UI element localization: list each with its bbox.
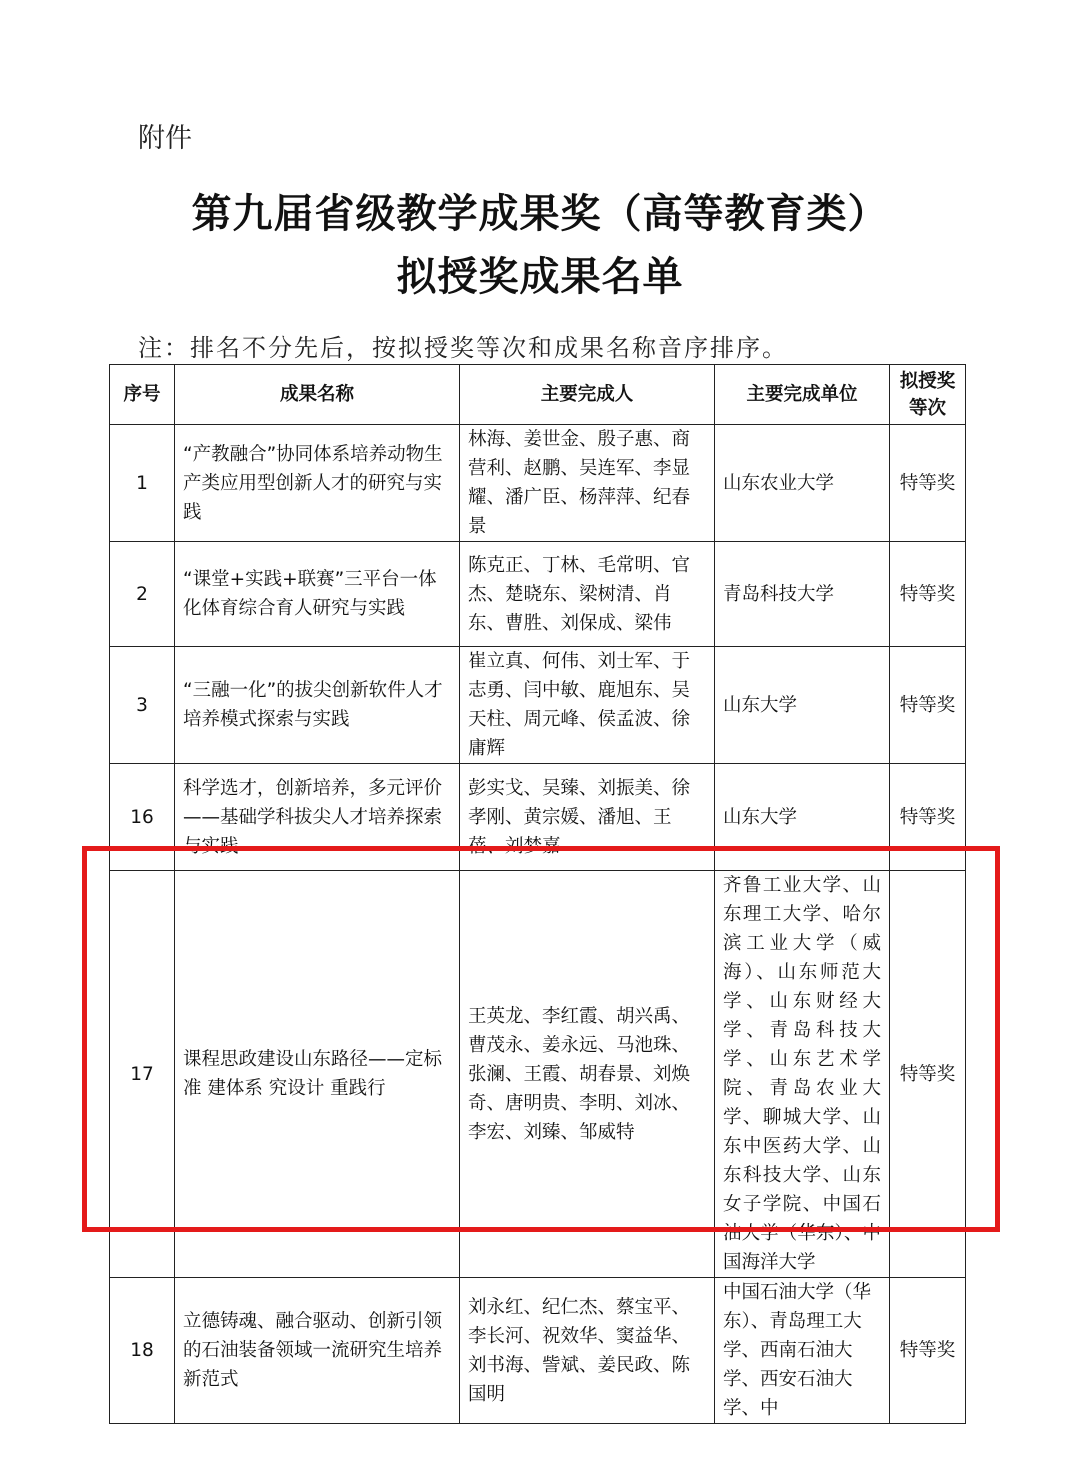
row-unit: 山东大学 xyxy=(715,647,890,764)
row-unit: 中国石油大学（华东）、青岛理工大学、西南石油大学、西安石油大学、中 xyxy=(715,1278,890,1424)
table-row xyxy=(110,425,966,542)
row-no: 16 xyxy=(110,764,175,871)
row-persons: 刘永红、纪仁杰、蔡宝平、李长河、祝效华、窦益华、刘书海、訾斌、姜民政、陈国明 xyxy=(460,1278,715,1424)
table-row xyxy=(110,1278,966,1424)
row-no: 17 xyxy=(110,871,175,1278)
header-unit: 主要完成单位 xyxy=(715,365,890,425)
row-name: “课堂+实践+联赛”三平台一体化体育综合育人研究与实践 xyxy=(175,542,460,647)
row-persons: 陈克正、丁林、毛常明、官杰、楚晓东、梁树清、肖东、曹胜、刘保成、梁伟 xyxy=(460,542,715,647)
row-no: 3 xyxy=(110,647,175,764)
row-name: “三融一化”的拔尖创新软件人才培养模式探索与实践 xyxy=(175,647,460,764)
table-row xyxy=(110,647,966,764)
row-persons: 王英龙、李红霞、胡兴禹、曹茂永、姜永远、马池珠、张澜、王霞、胡春景、刘焕奇、唐明贵、李明、刘冰、李宏、刘臻、邹威特 xyxy=(460,871,715,1278)
document-title-line-1: 第九届省级教学成果奖（高等教育类） xyxy=(191,191,889,237)
row-grade: 特等奖 xyxy=(890,1278,966,1424)
header-name: 成果名称 xyxy=(175,365,460,425)
row-grade: 特等奖 xyxy=(890,871,966,1278)
document-title-line-2: 拟授奖成果名单 xyxy=(396,254,684,300)
row-no: 1 xyxy=(110,425,175,542)
header-no: 序号 xyxy=(110,365,175,425)
row-no: 18 xyxy=(110,1278,175,1424)
row-grade: 特等奖 xyxy=(890,542,966,647)
row-name: “产教融合”协同体系培养动物生产类应用型创新人才的研究与实践 xyxy=(175,425,460,542)
row-unit: 齐鲁工业大学、山东理工大学、哈尔滨工业大学（威海）、山东师范大学、山东财经大学、青岛科技大学、山东艺术学院、青岛农业大学、聊城大学、山东中医药大学、山东科技大学、山东女子学院、中国石油大学（华东）、中国海洋大学 xyxy=(715,871,890,1278)
row-no: 2 xyxy=(110,542,175,647)
row-grade: 特等奖 xyxy=(890,647,966,764)
row-persons: 林海、姜世金、殷子惠、商营利、赵鹏、吴连军、李显耀、潘广臣、杨萍萍、纪春景 xyxy=(460,425,715,542)
sorting-note: 注：排名不分先后，按拟授奖等次和成果名称音序排序。 xyxy=(138,334,788,362)
table-row xyxy=(110,542,966,647)
row-unit: 山东大学 xyxy=(715,764,890,871)
row-persons: 彭实戈、吴臻、刘振美、徐孝刚、黄宗媛、潘旭、王蓓、刘梦嘉 xyxy=(460,764,715,871)
attachment-label: 附件 xyxy=(138,123,192,154)
row-grade: 特等奖 xyxy=(890,425,966,542)
header-persons: 主要完成人 xyxy=(460,365,715,425)
row-name: 立德铸魂、融合驱动、创新引领的石油装备领域一流研究生培养新范式 xyxy=(175,1278,460,1424)
row-persons: 崔立真、何伟、刘士军、于志勇、闫中敏、鹿旭东、吴天柱、周元峰、侯孟波、徐庸辉 xyxy=(460,647,715,764)
row-name: 科学选才，创新培养，多元评价——基础学科拔尖人才培养探索与实践 xyxy=(175,764,460,871)
table-header-row xyxy=(110,365,966,425)
header-grade: 拟授奖等次 xyxy=(890,365,966,425)
row-grade: 特等奖 xyxy=(890,764,966,871)
red-highlight-box xyxy=(82,846,1000,1232)
row-unit: 山东农业大学 xyxy=(715,425,890,542)
row-name: 课程思政建设山东路径——定标准 建体系 究设计 重践行 xyxy=(175,871,460,1278)
row-unit: 青岛科技大学 xyxy=(715,542,890,647)
